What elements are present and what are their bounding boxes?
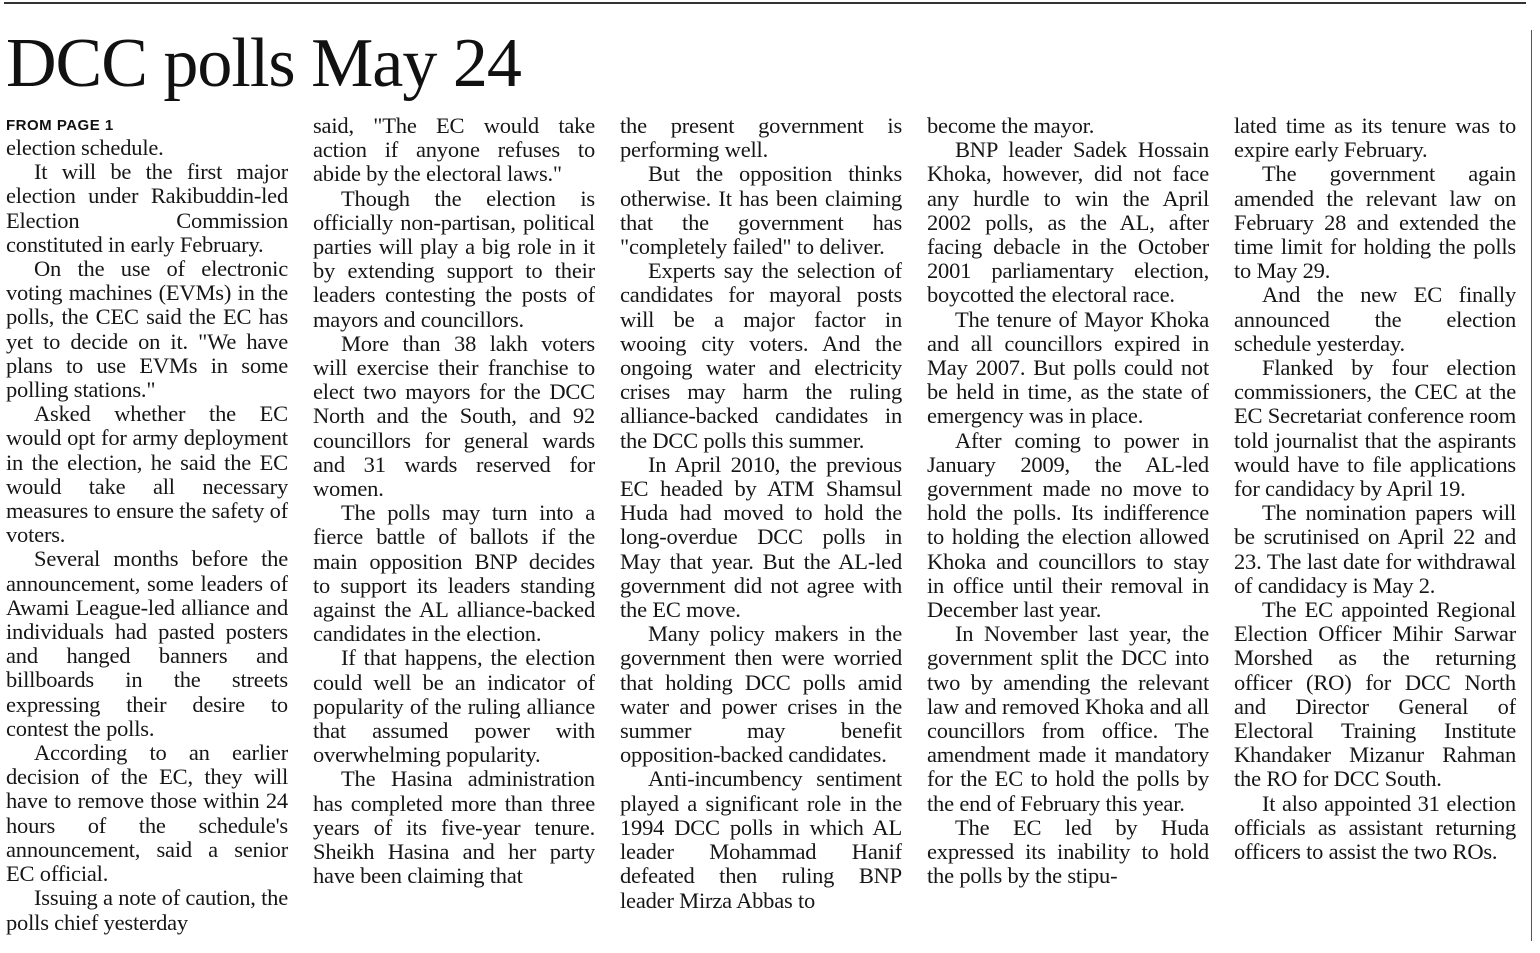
article-column-1 <box>6 114 288 944</box>
paragraph: Flanked by four election commissioners, the CEC at the EC Secretariat conference room told journalist that the aspirants would have to file applications for candidacy by April 19. <box>1234 355 1516 502</box>
paragraph: In November last year, the government split the DCC into two by amending the relevant law and removed Khoka and all councillors from office. The amendment made it mandatory for the EC to hold the polls by the end of February this year. <box>927 621 1209 816</box>
paragraph: According to an earlier decision of the EC, they will have to remove those within 24 hours of the schedule's announcement, said a senior EC official. <box>6 740 288 887</box>
from-page-label: FROM PAGE 1 <box>6 117 114 134</box>
paragraph: The EC appointed Regional Election Officer Mihir Sarwar Morshed as the returning officer (RO) for DCC North and Director General of Electoral Training Institute Khandaker Mizanur Rahman the RO for DCC South. <box>1234 597 1516 792</box>
paragraph: And the new EC finally announced the election schedule yesterday. <box>1234 282 1516 356</box>
paragraph: Many policy makers in the government then were worried that holding DCC polls amid water and power crises in the summer may benefit opposition-backed candidates. <box>620 621 902 768</box>
paragraph: The polls may turn into a fierce battle of ballots if the main opposition BNP decides to support its leaders standing against the AL alliance-backed candidates in the election. <box>313 500 595 647</box>
paragraph: Experts say the selection of candidates for mayoral posts will be a major factor in wooing city voters. And the ongoing water and electricity crises may harm the ruling alliance-backed candidates in the DCC polls this summer. <box>620 258 902 453</box>
paragraph: said, "The EC would take action if anyone refuses to abide by the electoral laws." <box>313 114 595 187</box>
paragraph: If that happens, the election could well be an indicator of popularity of the ruling alliance that assumed power with overwhelming popularity. <box>313 645 595 768</box>
paragraph: Issuing a note of caution, the polls chief yesterday <box>6 885 288 935</box>
paragraph: Though the election is officially non-partisan, political parties will play a big role in it by extending support to their leaders contesting the posts of mayors and councillors. <box>313 185 595 332</box>
article-column-4 <box>927 114 1209 944</box>
paragraph: The government again amended the relevant law on February 28 and extended the time limit for holding the polls to May 29. <box>1234 161 1516 284</box>
paragraph: election schedule. <box>6 135 164 160</box>
article-column-5 <box>1234 114 1516 944</box>
paragraph: The tenure of Mayor Khoka and all councillors expired in May 2007. But polls could not be held in time, as the state of emergency was in place. <box>927 306 1209 429</box>
paragraph: But the opposition thinks otherwise. It has been claiming that the government has "completely failed" to deliver. <box>620 161 902 260</box>
right-border-rule <box>1531 30 1532 941</box>
paragraph: Asked whether the EC would opt for army deployment in the election, he said the EC would take all necessary measures to ensure the safety of voters. <box>6 401 288 548</box>
paragraph: On the use of electronic voting machines (EVMs) in the polls, the CEC said the EC has yet to decide on it. "We have plans to use EVMs in some polling stations." <box>6 256 288 403</box>
paragraph: It also appointed 31 election officials as assistant returning officers to assist the two ROs. <box>1234 790 1516 865</box>
paragraph: Anti-incumbency sentiment played a significant role in the 1994 DCC polls in which AL leader Mohammad Hanif defeated then ruling BNP leader Mirza Abbas to <box>620 766 902 913</box>
headline: DCC polls May 24 <box>6 25 521 102</box>
top-border-rule <box>4 2 1526 4</box>
paragraph: Several months before the announcement, some leaders of Awami League-led alliance and individuals had pasted posters and hanged banners and billboards in the streets expressing their desire to contest the polls. <box>6 546 288 741</box>
paragraph: The nomination papers will be scrutinised on April 22 and 23. The last date for withdrawal of candidacy is May 2. <box>1234 500 1516 598</box>
paragraph: In April 2010, the previous EC headed by ATM Shamsul Huda had moved to hold the long-overdue DCC polls in May that year. But the AL-led government did not agree with the EC move. <box>620 451 902 623</box>
paragraph: become the mayor. <box>927 114 1095 138</box>
article-column-2 <box>313 114 595 944</box>
paragraph: It will be the first major election under Rakibuddin-led Election Commission constituted in early February. <box>6 159 288 257</box>
article-column-3 <box>620 114 902 944</box>
paragraph: BNP leader Sadek Hossain Khoka, however, did not face any hurdle to win the April 2002 polls, as the AL, after facing debacle in the October 2001 parliamentary election, boycotted the electoral race. <box>927 137 1209 308</box>
paragraph: lated time as its tenure was to expire early February. <box>1234 114 1516 163</box>
paragraph: The EC led by Huda expressed its inability to hold the polls by the stipu- <box>927 814 1209 889</box>
paragraph: the present government is performing well. <box>620 114 902 163</box>
paragraph: After coming to power in January 2009, the AL-led government made no move to hold the polls. Its indifference to holding the election allowed Khoka and councillors to stay in office until their removal in December last year. <box>927 427 1209 623</box>
paragraph: The Hasina administration has completed more than three years of its five-year tenure. Sheikh Hasina and her party have been claiming that <box>313 766 595 889</box>
paragraph: More than 38 lakh voters will exercise their franchise to elect two mayors for the DCC North and the South, and 92 councillors for general wards and 31 wards reserved for women. <box>313 330 595 502</box>
